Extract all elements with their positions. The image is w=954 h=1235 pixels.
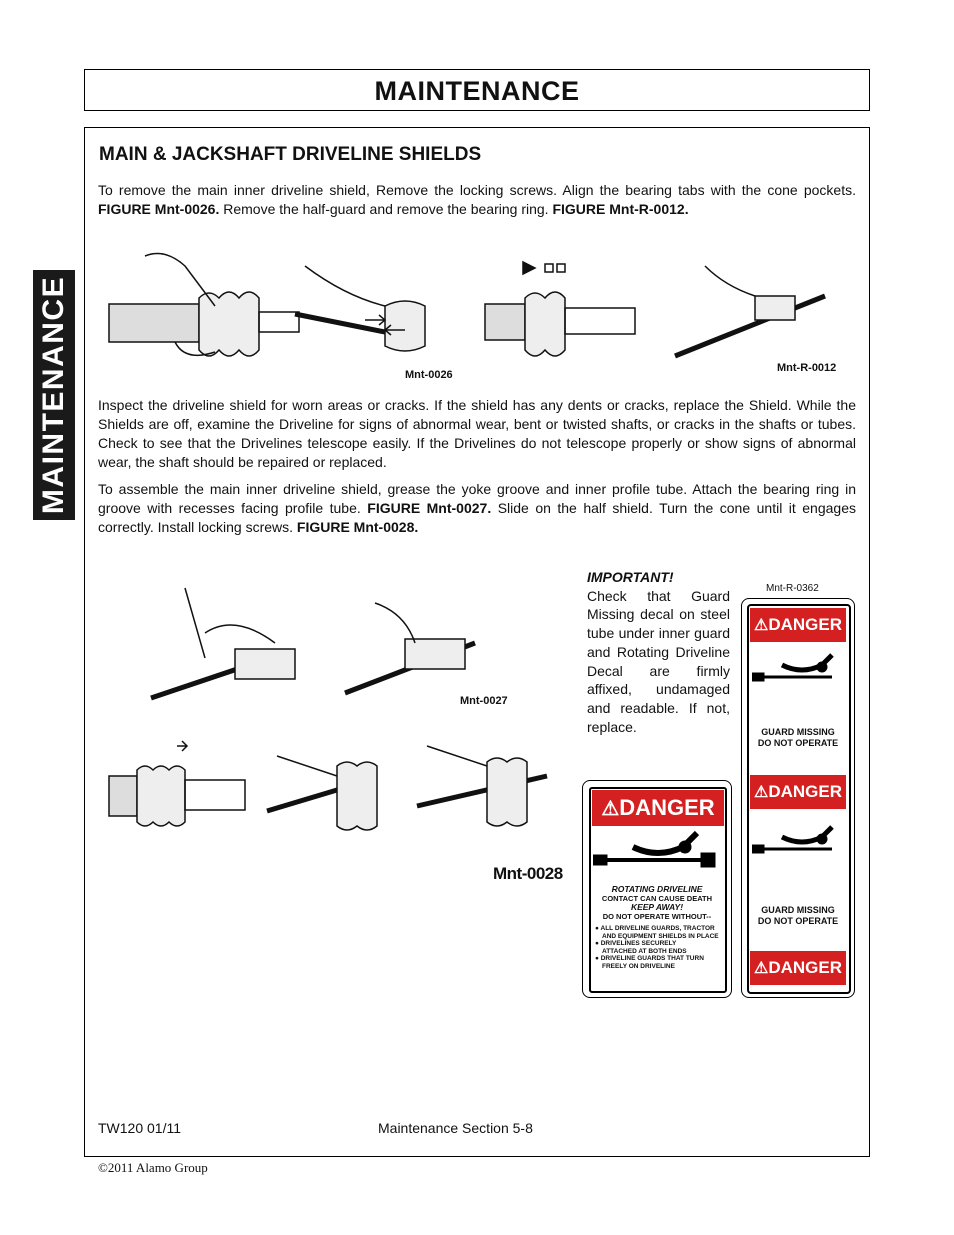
entanglement-hazard-icon [752,645,844,699]
bearing-ring-install-illustrations [145,583,555,713]
figure-caption-mnt-r-0012: Mnt-R-0012 [777,362,837,374]
side-tab [33,270,75,520]
warning-icon: ⚠ [753,617,769,634]
rotating-driveline-decal [582,780,732,998]
copyright: ©2011 Alamo Group [98,1160,208,1175]
warning-icon: ⚠ [601,798,620,820]
footer-section: Maintenance Section 5-8 [378,1120,533,1136]
decal-warning-text: ROTATING DRIVELINE CONTACT CAN CAUSE DEATH KEEP AWAY! DO NOT OPERATE WITHOUT-- [601,884,713,921]
danger-label-3: ⚠DANGER [750,951,846,985]
half-shield-install-illustrations [107,736,557,856]
figure-caption-mnt-0028: Mnt-0028 [493,864,563,883]
guard-missing-label-1: GUARD MISSING DO NOT OPERATE [757,727,839,748]
important-note [587,568,730,736]
page-title: MAINTENANCE [374,76,580,106]
side-tab-label: MAINTENANCE [37,275,70,515]
decal-bullets: ● ALL DRIVELINE GUARDS, TRACTOR AND EQUIPMENT SHIELDS IN PLACE ● DRIVELINES SECURELY ATTACHED AT BOTH ENDS ● DRIVELINE GUARDS THAT TURN FREELY ON DRIVELINE [595,925,719,970]
paragraph-remove: To remove the main inner driveline shield, Remove the locking screws. Align the bearing tabs with the cone pockets. FIGURE Mnt-0026. Remove the half-guard and remove the bearing ring. FIGURE Mnt-R-0012. [98,182,856,217]
entanglement-hazard-icon [593,829,721,877]
danger-label-2: ⚠DANGER [750,775,846,809]
warning-icon: ⚠ [753,960,769,977]
figure-caption-mnt-0027: Mnt-0027 [460,695,508,707]
header-box [84,69,870,111]
paragraph-inspect: Inspect the driveline shield for worn areas or cracks. If the shield has any dents or cracks, replace the Shield. While the Shields are off, examine the Driveline for signs of abnormal wear, bent or twisted shafts, or cracks in the shafts or tubes. Check to see that the Drivelines telescope easily. If the Drivelines do not telescope properly or show signs of abnormal wear, the shaft should be repaired or replaced. [98,397,856,470]
guard-missing-decal-strip [741,598,855,998]
danger-header: ⚠DANGER [592,790,724,826]
paragraph-assemble: To assemble the main inner driveline shield, grease the yoke groove and inner profile tube. Attach the bearing ring in groove with recesses facing profile tube. FIGURE Mnt-0027. Slide on the half shield. Turn the cone until it engages correctly. Install locking screws. FIGURE Mnt-0028. [98,481,856,535]
important-body: Check that Guard Missing decal on steel tube under inner guard and Rotating Driveline Decal are firmly affixed, undamaged and readable. If not, replace. [587,587,730,735]
driveline-removal-illustrations [105,246,875,386]
main-content [84,127,870,1157]
decal-figure-id: Mnt-R-0362 [766,583,819,594]
section-title: MAIN & JACKSHAFT DRIVELINE SHIELDS [99,144,482,165]
danger-label-1: ⚠DANGER [750,608,846,642]
footer-model-date: TW120 01/11 [98,1120,182,1136]
guard-missing-label-2: GUARD MISSING DO NOT OPERATE [757,905,839,926]
important-heading: IMPORTANT! [587,569,674,585]
entanglement-hazard-icon [752,817,844,871]
warning-icon: ⚠ [753,784,769,801]
figure-caption-mnt-0026: Mnt-0026 [405,369,453,381]
